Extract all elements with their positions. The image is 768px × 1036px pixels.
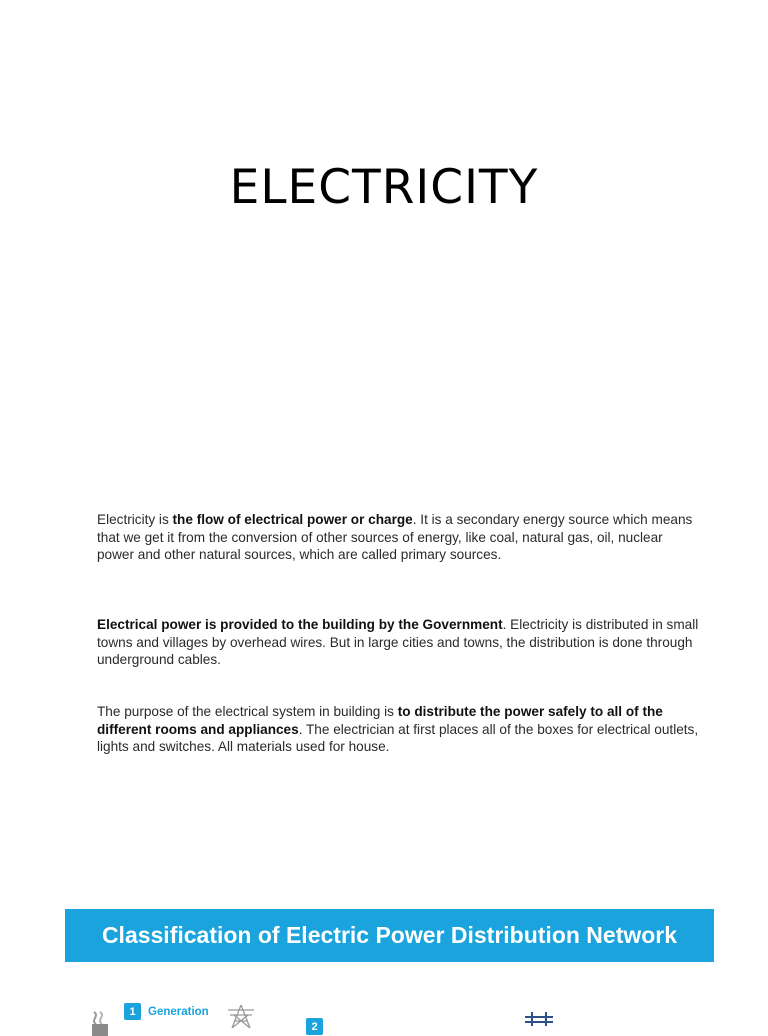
paragraph-supply [97,616,703,669]
paragraph-emphasis: to distribute the power safely to all of the different rooms and appliances [97,704,663,737]
paragraph-text: . Electricity is distributed in small towns and villages by overhead wires. But in large cities and towns, the distribution is done through underground cables. [97,617,699,667]
figure-banner [65,909,714,962]
page-title: ELECTRICITY [229,160,539,215]
step-number: 1 [124,1003,141,1020]
paragraph-emphasis: Electrical power is provided to the building by the Government [97,617,503,632]
paragraph-purpose [97,703,703,756]
step-transmission [306,1018,330,1035]
step-generation [124,1003,209,1020]
paragraph-definition [97,511,703,564]
power-plant-icon [86,1006,116,1036]
figure-banner-title: Classification of Electric Power Distribution Network [101,922,678,948]
paragraph-text: The purpose of the electrical system in building is [97,704,398,719]
paragraph-text: . It is a secondary energy source which means that we get it from the conversion of other sources of energy, like coal, natural gas, oil, nuclear power and other natural sources, which are called primary sources. [97,512,693,562]
paragraph-text: . The electrician at first places all of the boxes for electrical outlets, lights and switches. All materials used for house. [97,721,699,754]
step-label: Generation [148,1005,209,1018]
paragraph-emphasis: the flow of electrical power or charge [172,512,413,527]
paragraph-text: Electricity is [97,512,173,527]
step-number: 2 [306,1018,323,1035]
transmission-tower-icon [224,1004,258,1028]
